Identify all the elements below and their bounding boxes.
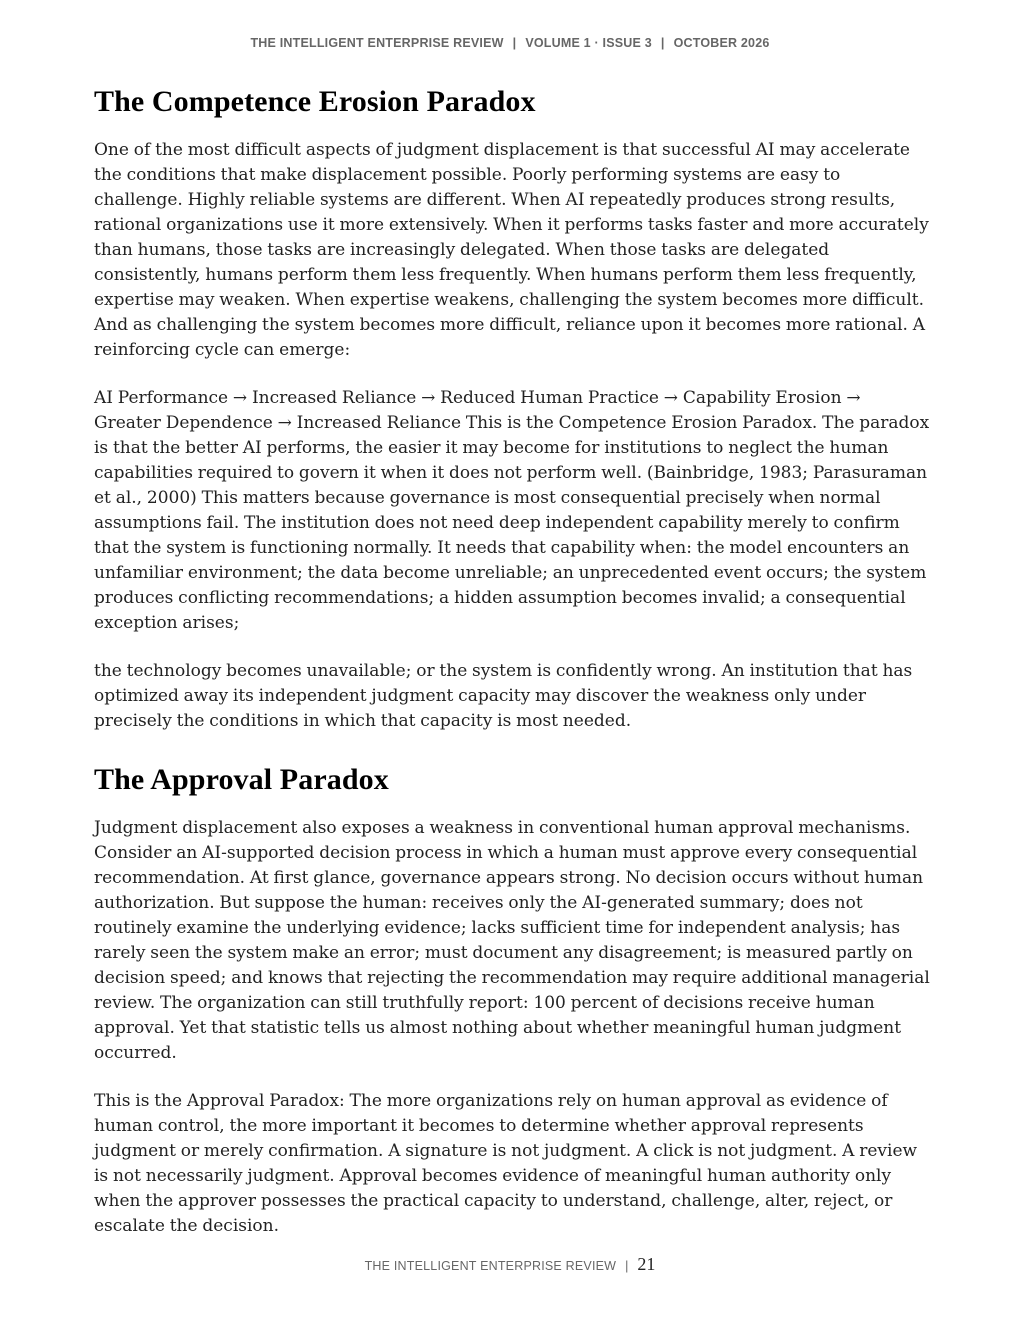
running-header <box>0 36 1020 50</box>
section-heading: The Competence Erosion Paradox <box>94 85 536 118</box>
body-paragraph: One of the most difficult aspects of judgment displacement is that successful AI may accelerate the conditions that make displacement possible. Poorly performing systems are easy to challenge. Highly reliable systems are different. When AI repeatedly produces strong results, rational organizations use it more extensively. When it performs tasks faster and more accurately than humans, those tasks are increasingly delegated. When those tasks are delegated consistently, humans perform them less frequently. When humans perform them less frequently, expertise may weaken. When expertise weakens, challenging the system becomes more difficult. And as challenging the system becomes more difficult, reliance upon it becomes more rational. A reinforcing cycle can emerge: <box>94 140 929 360</box>
header-volume: VOLUME 1 · ISSUE 3 <box>525 36 652 50</box>
header-separator: | <box>512 36 517 50</box>
article-body <box>94 84 930 1262</box>
header-separator: | <box>660 36 665 50</box>
header-date: OCTOBER 2026 <box>673 36 770 50</box>
page-number: 21 <box>637 1254 656 1274</box>
body-paragraph: the technology becomes unavailable; or the system is confidently wrong. An institution that has optimized away its independent judgment capacity may discover the weakness only under precisely the conditions in which that capacity is most needed. <box>94 661 913 731</box>
footer-publication: THE INTELLIGENT ENTERPRISE REVIEW <box>364 1259 617 1273</box>
footer-separator: | <box>625 1259 629 1273</box>
running-footer <box>0 1254 1020 1275</box>
body-paragraph: AI Performance → Increased Reliance → Reduced Human Practice → Capability Erosion → Greater Dependence → Increased Reliance This is the Competence Erosion Paradox. The paradox is that the better AI performs, the easier it may become for institutions to neglect the human capabilities required to govern it when it does not perform well. (Bainbridge, 1983; Parasuraman et al., 2000) This matters because governance is most consequential precisely when normal assumptions fail. The institution does not need deep independent capability merely to confirm that the system is functioning normally. It needs that capability when: the model encounters an unfamiliar environment; the data become unreliable; an unprecedented event occurs; the system produces conflicting recommendations; a hidden assumption becomes invalid; a consequential exception arises; <box>94 388 930 633</box>
section-heading: The Approval Paradox <box>94 763 389 796</box>
section-competence-erosion <box>94 84 930 734</box>
header-publication: THE INTELLIGENT ENTERPRISE REVIEW <box>250 36 504 50</box>
body-paragraph: This is the Approval Paradox: The more organizations rely on human approval as evidence of human control, the more important it becomes to determine whether approval represents judgment or merely confirmation. A signature is not judgment. A click is not judgment. A review is not necessarily judgment. Approval becomes evidence of meaningful human authority only when the approver possesses the practical capacity to understand, challenge, alter, reject, or escalate the decision. <box>94 1091 918 1236</box>
body-paragraph: Judgment displacement also exposes a weakness in conventional human approval mechanisms. Consider an AI-supported decision process in which a human must approve every consequential recommendation. At first glance, governance appears strong. No decision occurs without human authorization. But suppose the human: receives only the AI-generated summary; does not routinely examine the underlying evidence; lacks sufficient time for independent analysis; has rarely seen the system make an error; must document any disagreement; is measured partly on decision speed; and knows that rejecting the recommendation may require additional managerial review. The organization can still truthfully report: 100 percent of decisions receive human approval. Yet that statistic tells us almost nothing about whether meaningful human judgment occurred. <box>94 818 930 1063</box>
section-approval-paradox <box>94 762 930 1239</box>
